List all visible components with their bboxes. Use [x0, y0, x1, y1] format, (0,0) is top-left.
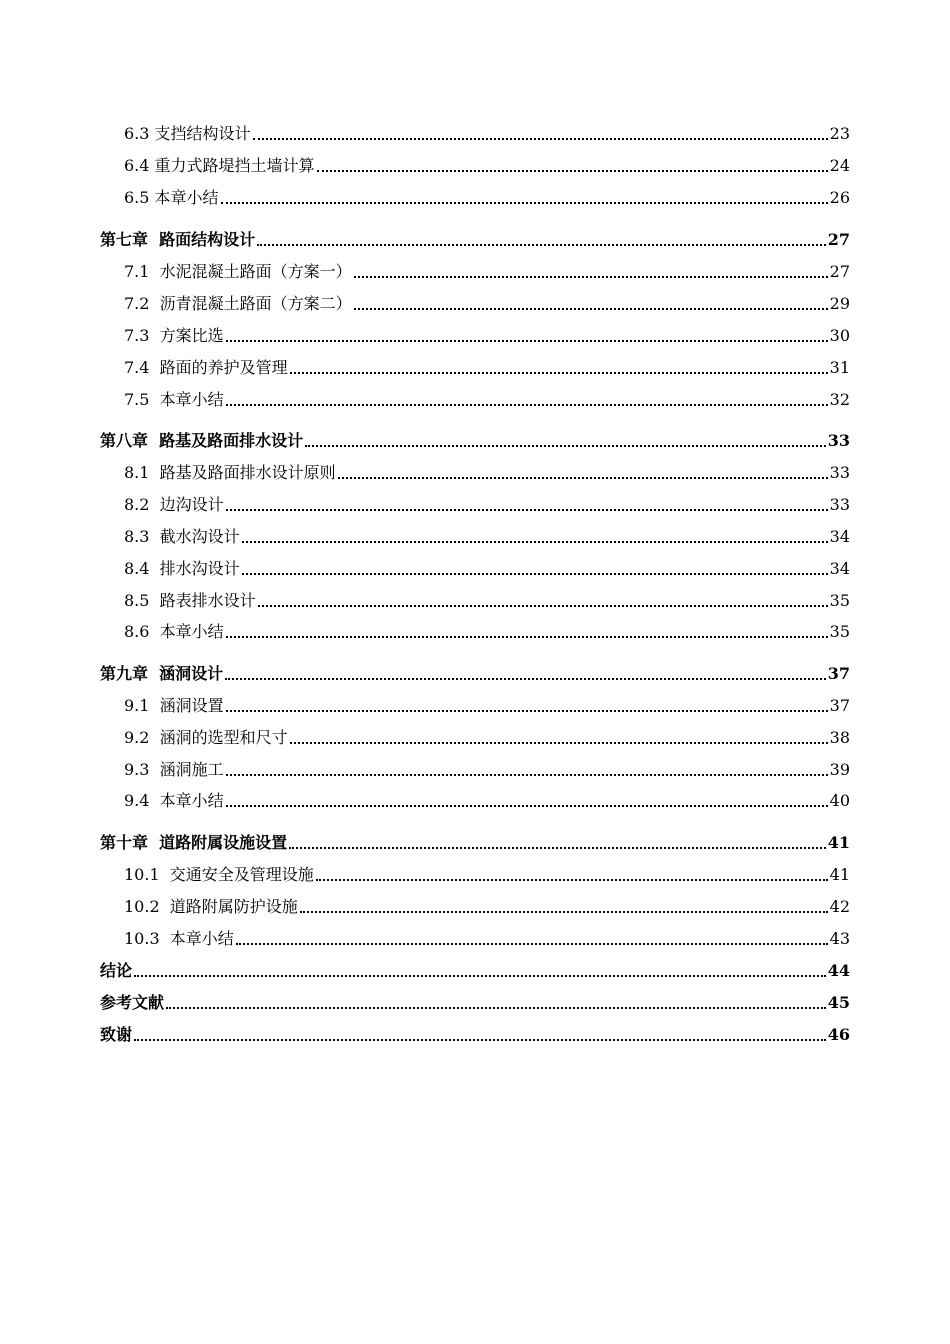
dot-leader	[242, 531, 828, 543]
toc-page-number: 39	[829, 760, 850, 779]
dot-leader	[289, 837, 826, 849]
toc-entry-title: 第十章 道路附属设施设置	[100, 833, 288, 852]
toc-page-number: 41	[827, 833, 850, 852]
toc-page-number: 32	[829, 390, 850, 409]
toc-entry-title: 7.5 本章小结	[124, 390, 224, 409]
toc-section-row[interactable]	[124, 691, 850, 715]
toc-chapter-row[interactable]	[100, 828, 850, 852]
toc-page-number: 44	[827, 961, 850, 980]
toc-page-number: 30	[829, 326, 850, 345]
dot-leader	[253, 128, 828, 140]
toc-section-row[interactable]	[124, 289, 850, 313]
toc-page-number: 35	[829, 591, 850, 610]
dot-leader	[290, 362, 828, 374]
toc-entry-title: 7.2 沥青混凝土路面（方案二）	[124, 294, 352, 313]
dot-leader	[316, 869, 828, 881]
toc-page-number: 42	[829, 897, 850, 916]
toc-page-number: 43	[829, 929, 850, 948]
toc-entry-title: 9.4 本章小结	[124, 791, 224, 810]
dot-leader	[134, 1029, 826, 1041]
toc-section-row[interactable]	[124, 617, 850, 641]
toc-entry-title: 8.1 路基及路面排水设计原则	[124, 463, 336, 482]
toc-chapter-row[interactable]	[100, 988, 850, 1012]
dot-leader	[226, 330, 828, 342]
toc-chapter-row[interactable]	[100, 1020, 850, 1044]
toc-chapter-row[interactable]	[100, 426, 850, 450]
toc-page-number: 27	[827, 230, 850, 249]
toc-entry-title: 9.3 涵洞施工	[124, 760, 224, 779]
dot-leader	[166, 997, 826, 1009]
toc-entry-title: 8.4 排水沟设计	[124, 559, 240, 578]
toc-page-number: 24	[829, 156, 850, 175]
toc-entry-title: 8.3 截水沟设计	[124, 527, 240, 546]
toc-section-row[interactable]	[124, 119, 850, 143]
toc-page-number: 45	[827, 993, 850, 1012]
dot-leader	[338, 467, 828, 479]
dot-leader	[257, 234, 826, 246]
toc-section-row[interactable]	[124, 151, 850, 175]
toc-section-row[interactable]	[124, 924, 850, 948]
toc-entry-title: 参考文献	[100, 993, 165, 1012]
dot-leader	[354, 266, 828, 278]
toc-entry-title: 6.4 重力式路堤挡土墙计算	[124, 156, 315, 175]
toc-section-row[interactable]	[124, 554, 850, 578]
toc-page-number: 27	[829, 262, 850, 281]
toc-section-row[interactable]	[124, 522, 850, 546]
toc-page-number: 34	[829, 527, 850, 546]
toc-entry-title: 致谢	[100, 1025, 133, 1044]
toc-entry-title: 第七章 路面结构设计	[100, 230, 256, 249]
toc-entry-title: 10.1 交通安全及管理设施	[124, 865, 314, 884]
toc-section-row[interactable]	[124, 786, 850, 810]
toc-page-number: 33	[827, 431, 850, 450]
dot-leader	[225, 668, 826, 680]
toc-section-row[interactable]	[124, 755, 850, 779]
dot-leader	[258, 595, 828, 607]
dot-leader	[305, 435, 826, 447]
toc-chapter-row[interactable]	[100, 659, 850, 683]
toc-section-row[interactable]	[124, 586, 850, 610]
toc-section-row[interactable]	[124, 353, 850, 377]
dot-leader	[226, 626, 828, 638]
dot-leader	[354, 298, 828, 310]
dot-leader	[226, 700, 828, 712]
toc-section-row[interactable]	[124, 458, 850, 482]
toc-page-number: 31	[829, 358, 850, 377]
toc-entry-title: 8.2 边沟设计	[124, 495, 224, 514]
toc-page-number: 26	[829, 188, 850, 207]
toc-chapter-row[interactable]	[100, 956, 850, 980]
toc-entry-title: 8.5 路表排水设计	[124, 591, 256, 610]
toc-section-row[interactable]	[124, 183, 850, 207]
toc-page-number: 37	[829, 696, 850, 715]
dot-leader	[236, 933, 828, 945]
toc-section-row[interactable]	[124, 723, 850, 747]
toc-page-number: 46	[827, 1025, 850, 1044]
dot-leader	[226, 795, 828, 807]
toc-section-row[interactable]	[124, 490, 850, 514]
dot-leader	[300, 901, 828, 913]
toc-page-number: 35	[829, 622, 850, 641]
toc-page-number: 34	[829, 559, 850, 578]
dot-leader	[226, 394, 828, 406]
dot-leader	[317, 160, 828, 172]
toc-section-row[interactable]	[124, 385, 850, 409]
toc-page-number: 38	[829, 728, 850, 747]
toc-page-number: 41	[829, 865, 850, 884]
dot-leader	[242, 563, 828, 575]
toc-section-row[interactable]	[124, 257, 850, 281]
toc-entry-title: 6.3 支挡结构设计	[124, 124, 251, 143]
toc-entry-title: 结论	[100, 961, 133, 980]
toc-entry-title: 8.6 本章小结	[124, 622, 224, 641]
toc-entry-title: 7.3 方案比选	[124, 326, 224, 345]
toc-page-number: 33	[829, 463, 850, 482]
toc-entry-title: 6.5 本章小结	[124, 188, 219, 207]
dot-leader	[221, 192, 828, 204]
dot-leader	[226, 764, 828, 776]
toc-page-number: 33	[829, 495, 850, 514]
toc-entry-title: 10.3 本章小结	[124, 929, 234, 948]
toc-page-number: 37	[827, 664, 850, 683]
toc-entry-title: 7.1 水泥混凝土路面（方案一）	[124, 262, 352, 281]
toc-chapter-row[interactable]	[100, 225, 850, 249]
toc-entry-title: 第九章 涵洞设计	[100, 664, 224, 683]
dot-leader	[226, 499, 828, 511]
toc-page-number: 23	[829, 124, 850, 143]
toc-page-number: 40	[829, 791, 850, 810]
toc-entry-title: 9.1 涵洞设置	[124, 696, 224, 715]
toc-section-row[interactable]	[124, 860, 850, 884]
toc-section-row[interactable]	[124, 321, 850, 345]
toc-entry-title: 10.2 道路附属防护设施	[124, 897, 298, 916]
toc-entry-title: 第八章 路基及路面排水设计	[100, 431, 304, 450]
dot-leader	[290, 732, 828, 744]
toc-entry-title: 7.4 路面的养护及管理	[124, 358, 288, 377]
toc-section-row[interactable]	[124, 892, 850, 916]
toc-page-number: 29	[829, 294, 850, 313]
dot-leader	[134, 965, 826, 977]
toc-entry-title: 9.2 涵洞的选型和尺寸	[124, 728, 288, 747]
